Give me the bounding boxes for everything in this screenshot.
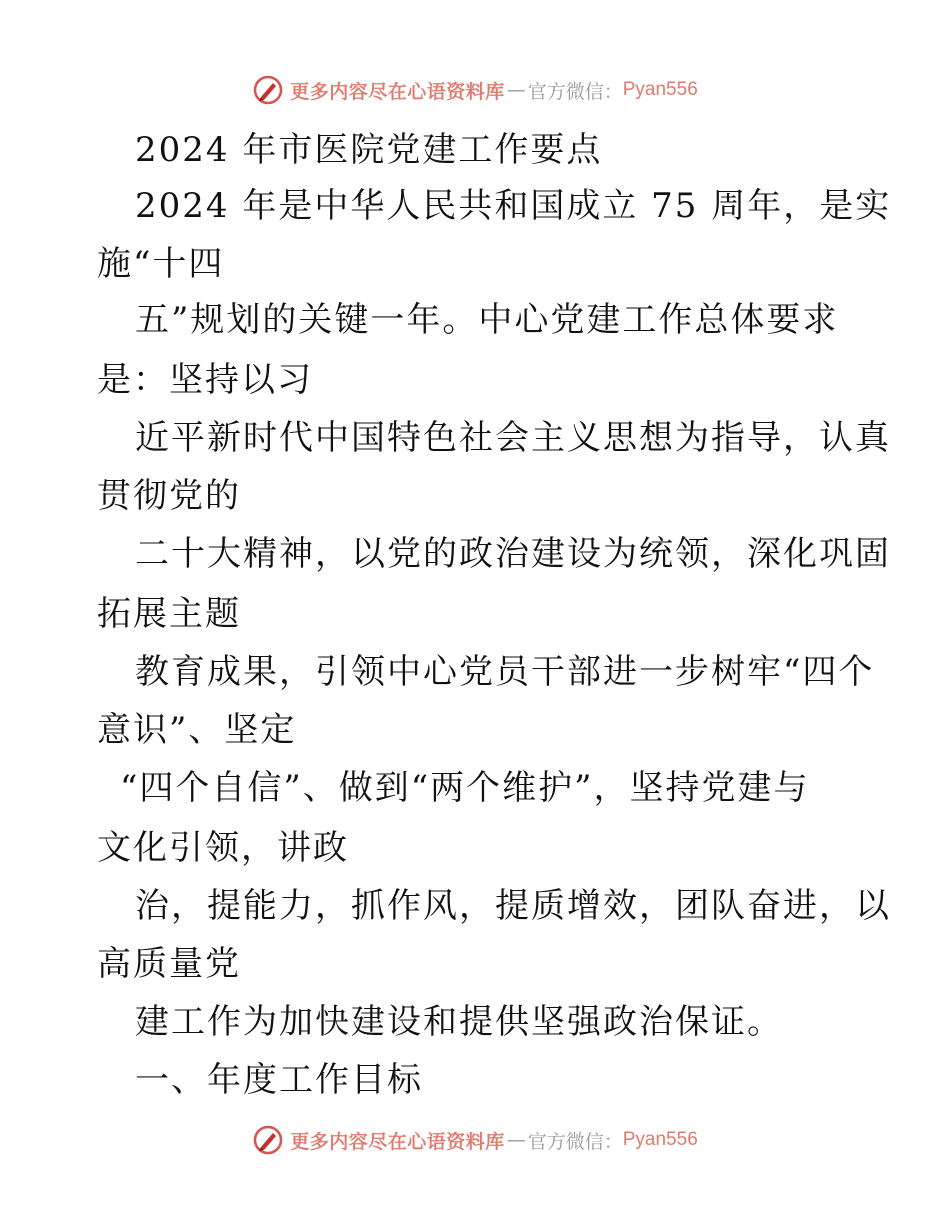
doc-title: 2024 年市医院党建工作要点 — [135, 130, 603, 170]
pen-logo-icon — [252, 74, 284, 106]
doc-line: 文化引领，讲政 — [97, 828, 349, 868]
doc-line: 拓展主题 — [97, 594, 241, 634]
doc-line: 2024 年是中华人民共和国成立 75 周年，是实 — [135, 186, 892, 226]
doc-line: 贯彻党的 — [97, 476, 241, 516]
banner-wechat-label: 官方微信： — [527, 1130, 623, 1153]
doc-line: 治，提能力，抓作风，提质增效，团队奋进，以 — [135, 886, 891, 926]
banner-wechat-id: Pyan556 — [622, 1129, 698, 1150]
doc-line: 教育成果，引领中心党员干部进一步树牢“四个 — [135, 652, 875, 692]
banner-text: 更多内容尽在心语资料库 — [290, 80, 505, 103]
doc-line: “四个自信”、做到“两个维护”，坚持党建与 — [120, 768, 810, 808]
doc-line: 建工作为加快建设和提供坚强政治保证。 — [135, 1002, 783, 1042]
doc-line: 施“十四 — [97, 244, 225, 284]
header-watermark-banner — [0, 70, 950, 110]
banner-separator: — — [506, 79, 526, 101]
section-heading: 一、年度工作目标 — [135, 1060, 423, 1100]
footer-watermark-banner — [0, 1120, 950, 1160]
doc-line: 高质量党 — [97, 944, 241, 984]
banner-wechat-label: 官方微信： — [527, 80, 623, 103]
pen-logo-icon — [252, 1124, 284, 1156]
banner-text: 更多内容尽在心语资料库 — [290, 1130, 505, 1153]
doc-line: 近平新时代中国特色社会主义思想为指导，认真 — [135, 418, 891, 458]
doc-line: 五”规划的关键一年。中心党建工作总体要求 — [135, 300, 839, 340]
doc-line: 意识”、坚定 — [97, 710, 297, 750]
banner-wechat-id: Pyan556 — [622, 79, 698, 100]
doc-line: 是：坚持以习 — [97, 360, 313, 400]
doc-line: 二十大精神，以党的政治建设为统领，深化巩固 — [135, 534, 891, 574]
banner-separator: — — [506, 1129, 526, 1151]
